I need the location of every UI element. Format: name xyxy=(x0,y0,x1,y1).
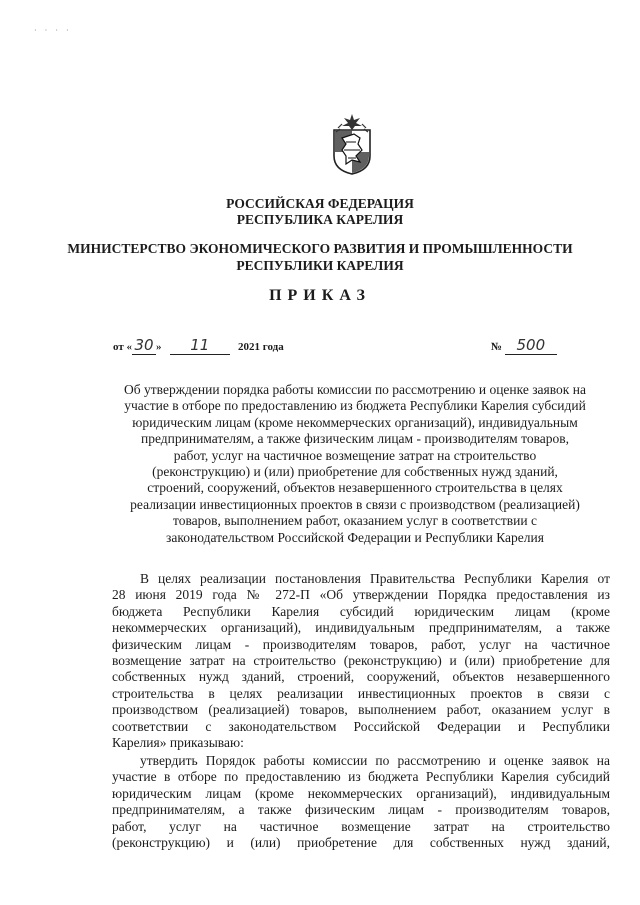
subject-line: товаров, выполнением работ, оказанием услуг в соответствии с xyxy=(173,513,537,529)
scan-artifact: · · · · xyxy=(34,26,72,35)
date-close-quote: » xyxy=(156,341,162,353)
date-month: 11 xyxy=(170,336,230,355)
body-line: бюджета Республики Карелия субсидий юридическим лицам (кроме xyxy=(112,603,610,619)
body-line: В целях реализации постановления Правительства Республики Карелия от xyxy=(140,571,610,586)
republic-name: РЕСПУБЛИКА КАРЕЛИЯ xyxy=(236,212,404,227)
country-name: РОССИЙСКАЯ ФЕДЕРАЦИЯ xyxy=(226,196,414,211)
date-year: 2021 года xyxy=(238,341,284,353)
subject-line: участие в отборе по предоставлению из бюджета Республики Карелия субсидий xyxy=(124,398,586,414)
body-line: строительства в целях реализации инвестиционных проектов в связи с xyxy=(112,685,610,701)
body-line: 28 июня 2019 года № 272-П «Об утверждении Порядка предоставления из xyxy=(112,587,610,603)
body-line: (реконструкцию) и (или) приобретение для собственных нужд зданий, xyxy=(112,835,610,851)
subject-line: Об утверждении порядка работы комиссии по рассмотрению и оценке заявок на xyxy=(124,382,586,397)
body-line: утвердить Порядок работы комиссии по рассмотрению и оценке заявок на xyxy=(140,753,610,768)
order-date xyxy=(113,336,284,355)
date-prefix: от « xyxy=(113,341,133,353)
body-line: юридическим лицам (кроме некоммерческих организаций), индивидуальным xyxy=(112,785,610,801)
body-line: собственных нужд зданий, строений, сооружений, объектов незавершенного xyxy=(112,669,610,685)
ministry-name-line2: РЕСПУБЛИКИ КАРЕЛИЯ xyxy=(236,258,404,273)
resolution-paragraph xyxy=(112,753,610,851)
body-line: соответствии с законодательством Российской Федерации и Республики xyxy=(112,718,610,734)
body-line: участие в отборе по предоставлению из бюджета Республики Карелия субсидий xyxy=(112,769,610,785)
date-day: 30 xyxy=(132,336,156,355)
preamble-paragraph xyxy=(112,571,610,751)
ministry-name-line1: МИНИСТЕРСТВО ЭКОНОМИЧЕСКОГО РАЗВИТИЯ И ПРОМЫШЛЕННОСТИ xyxy=(67,241,573,256)
subject-line: законодательством Российской Федерации и Республики Карелия xyxy=(166,529,544,545)
karelia-coat-of-arms-icon xyxy=(330,112,374,176)
body-line: Карелия» приказываю: xyxy=(112,735,244,751)
subject-line: (реконструкцию) и (или) приобретение для собственных нужд зданий, xyxy=(152,464,558,480)
body-line: физическим лицам - производителям товаров, работ, услуг на частичное xyxy=(112,636,610,652)
subject-line: работ, услуг на частичное возмещение затрат на строительство xyxy=(173,447,537,463)
order-subject xyxy=(100,382,610,546)
document-type-title: ПРИКАЗ xyxy=(269,287,371,304)
body-line: некоммерческих организаций), индивидуальным предпринимателям, а также xyxy=(112,620,610,636)
subject-line: предпринимателям, а также физическим лицам - производителям товаров, xyxy=(140,431,570,447)
body-line: работ, услуг на частичное возмещение затрат на строительство xyxy=(112,818,610,834)
subject-line: реализации инвестиционных проектов в связи с производством (реализацией) xyxy=(130,496,580,512)
subject-line: строений, сооружений, объектов незавершенного строительства в целях xyxy=(147,480,563,496)
body-line: возмещение затрат на строительство (реконструкцию) и (или) приобретение для xyxy=(112,653,610,669)
body-line: предпринимателям, а также физическим лицам - производителям товаров, xyxy=(112,802,610,818)
number-value: 500 xyxy=(505,336,557,355)
order-number xyxy=(491,336,557,355)
subject-line: юридическим лицам (кроме некоммерческих организаций), индивидуальным xyxy=(132,414,578,430)
body-line: производством (реализацией) товаров, выполнением работ, оказанием услуг в xyxy=(112,702,610,718)
number-label: № xyxy=(491,341,503,353)
